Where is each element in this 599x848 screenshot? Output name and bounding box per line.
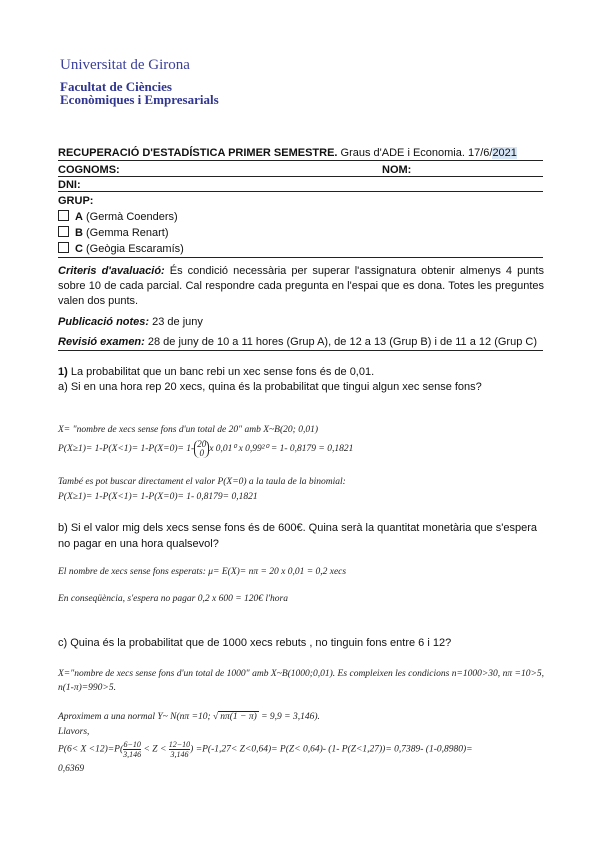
faculty-line-1: Facultat de Ciències bbox=[60, 79, 172, 94]
revision-text: 28 de juny de 10 a 11 hores (Grup A), de 12 a 13 (Grup B) i de 11 a 12 (Grup C) bbox=[144, 336, 537, 348]
question-number: 1) bbox=[58, 366, 68, 378]
divider bbox=[58, 350, 543, 351]
group-letter: B bbox=[75, 227, 83, 239]
publication-text: 23 de juny bbox=[149, 316, 203, 328]
divider bbox=[58, 176, 543, 177]
cognoms-label: COGNOMS: bbox=[58, 164, 120, 176]
checkbox-b[interactable] bbox=[58, 226, 69, 237]
question-1b: b) Si el valor mig dels xecs sense fons és de 600€. Quina serà la quantitat monetària que s'espera no pagar en una hora qualsevol? bbox=[58, 522, 538, 550]
fraction-denominator: 3,146 bbox=[170, 750, 189, 759]
answer-c-line-5: 0,6369 bbox=[58, 764, 85, 774]
checkbox-c[interactable] bbox=[58, 242, 69, 253]
divider bbox=[58, 160, 543, 161]
answer-c-line-2: Aproximem a una normal Y~ N(nπ =10; √ nπ(1 − π) = 9,9 = 3,146). bbox=[58, 712, 320, 722]
revision-label: Revisió examen: bbox=[58, 336, 145, 348]
formula-text: Aproximem a una normal Y~ N(nπ =10; bbox=[58, 712, 214, 722]
checkbox-a[interactable] bbox=[58, 210, 69, 221]
divider bbox=[58, 191, 543, 192]
question-text: La probabilitat que un banc rebi un xec sense fons és de 0,01. bbox=[67, 366, 375, 378]
university-name: Universitat de Girona bbox=[60, 57, 190, 73]
criteria-label: Criteris d'avaluació: bbox=[58, 265, 165, 277]
group-letter: C bbox=[75, 243, 83, 255]
formula-text: < Z < bbox=[141, 744, 169, 755]
question-1-statement bbox=[58, 366, 374, 378]
group-letter: A bbox=[75, 211, 83, 223]
answer-a-line-1: X= "nombre de xecs sense fons d'un total de 20" amb X~B(20; 0,01) bbox=[58, 425, 318, 435]
question-1a: a) Si en una hora rep 20 xecs, quina és la probabilitat que tingui algun xec sense fons? bbox=[58, 381, 482, 393]
fraction bbox=[123, 740, 141, 759]
binom-bottom: 0 bbox=[199, 448, 204, 458]
publication-label: Publicació notes: bbox=[58, 316, 150, 328]
group-teacher: (Gemma Renart) bbox=[82, 227, 169, 239]
exam-title-bold: RECUPERACIÓ D'ESTADÍSTICA PRIMER SEMESTRE. bbox=[58, 147, 338, 159]
dni-label: DNI: bbox=[58, 179, 81, 191]
group-option-a[interactable] bbox=[58, 210, 178, 223]
group-teacher: (Geògia Escaramís) bbox=[82, 243, 184, 255]
answer-b-line-2: En conseqüència, s'espera no pagar 0,2 x 600 = 120€ l'hora bbox=[58, 594, 289, 604]
divider bbox=[58, 257, 543, 258]
grup-label: GRUP: bbox=[58, 195, 94, 207]
binomial-coefficient bbox=[194, 440, 209, 458]
formula-text: x 0,01⁰ x 0,99²⁰ = 1- 0,8179 = 0,1821 bbox=[209, 444, 354, 455]
criteria-text: És condició necessària per superar l'assignatura obtenir almenys 4 punts sobre 10 de cada parcial. Cal respondre cada pregunta en l'espai que es dona. Totes les preguntes valen dos punts. bbox=[58, 265, 544, 307]
answer-c-line-4 bbox=[58, 740, 473, 759]
exam-title bbox=[58, 147, 517, 159]
publication-notes bbox=[58, 316, 203, 328]
formula-text: P(6< X <12)=P( bbox=[58, 744, 124, 755]
faculty-name bbox=[60, 80, 219, 106]
fraction bbox=[169, 740, 190, 759]
formula-text: = 9,9 = 3,146). bbox=[258, 712, 320, 722]
answer-c-line-1: X="nombre de xecs sense fons d'un total de 1000" amb X~B(1000;0,01). Es compleixen les condicions n=1000>30, nπ =10>5, n(1-π)=990>5. bbox=[58, 669, 544, 693]
answer-a-line-2 bbox=[58, 440, 353, 458]
question-1c: c) Quina és la probabilitat que de 1000 xecs rebuts , no tinguin fons entre 6 i 12? bbox=[58, 637, 452, 649]
group-option-b[interactable] bbox=[58, 226, 169, 239]
revision-exam bbox=[58, 336, 537, 348]
sqrt-expression: nπ(1 − π) bbox=[220, 712, 257, 722]
faculty-line-2: Econòmiques i Empresarials bbox=[60, 92, 219, 107]
fraction-numerator: 12−10 bbox=[168, 740, 191, 749]
answer-b-line-1: El nombre de xecs sense fons esperats: μ= E(X)= nπ = 20 x 0,01 = 0,2 xecs bbox=[58, 567, 347, 577]
nom-label: NOM: bbox=[382, 164, 412, 176]
formula-text: ) =P(-1,27< Z<0,64)= P(Z< 0,64)- (1- P(Z<1,27))= 0,7389- (1-0,8980)= bbox=[190, 744, 473, 755]
exam-title-rest: Graus d'ADE i Economia. 17/6/ bbox=[337, 147, 493, 159]
criteria-paragraph bbox=[58, 264, 544, 309]
fraction-numerator: 6−10 bbox=[123, 740, 141, 749]
group-option-c[interactable] bbox=[58, 242, 184, 255]
answer-a-line-3: També es pot buscar directament el valor P(X=0) a la taula de la binomial: bbox=[58, 477, 346, 487]
formula-text: P(X≥1)= 1-P(X<1)= 1-P(X=0)= 1- bbox=[58, 444, 195, 455]
fraction-denominator: 3,146 bbox=[123, 750, 142, 759]
binom-top: 20 bbox=[197, 439, 207, 449]
answer-c-line-3: Llavors, bbox=[58, 727, 90, 737]
answer-a-line-4: P(X≥1)= 1-P(X<1)= 1-P(X=0)= 1- 0,8179= 0,1821 bbox=[58, 492, 258, 502]
exam-year: 2021 bbox=[492, 147, 517, 159]
group-teacher: (Germà Coenders) bbox=[82, 211, 178, 223]
